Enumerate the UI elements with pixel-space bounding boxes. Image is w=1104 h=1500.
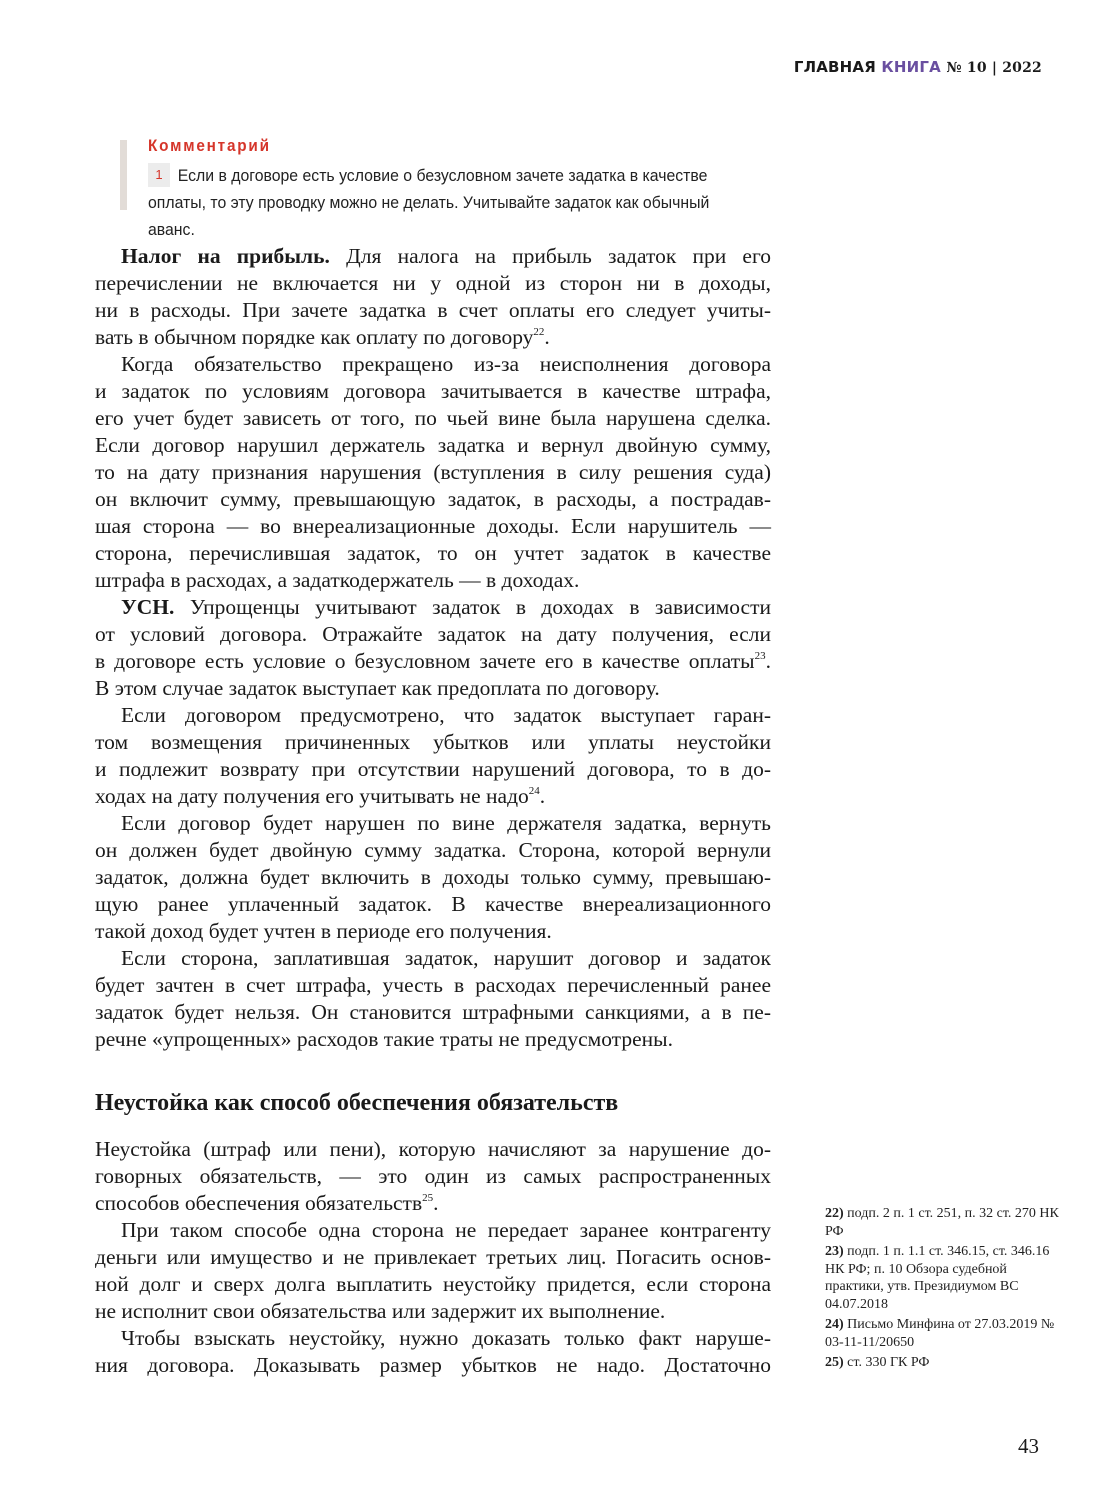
text-line <box>95 378 771 405</box>
text: способов обеспечения обязательств <box>95 1191 423 1215</box>
header-title-accent: КНИГА <box>881 58 941 76</box>
text: перечислении не включается ни у одной из сторон ни в доходы, <box>95 271 771 295</box>
text-line <box>95 594 771 621</box>
text-line <box>95 837 771 864</box>
body-section-1 <box>95 243 771 1053</box>
text-line <box>95 864 771 891</box>
text: том возмещения причиненных убытков или уплаты неустойки <box>95 730 771 754</box>
text: ни в расходы. При зачете задатка в счет оплаты его следует учиты- <box>95 298 771 322</box>
text-line <box>95 1026 771 1053</box>
text-line <box>95 324 771 351</box>
text: вать в обычном порядке как оплату по договору <box>95 325 534 349</box>
text: . <box>765 649 771 673</box>
text: Если сторона, заплатившая задаток, нарушит договор и задаток <box>121 946 771 970</box>
comment-text: Если в договоре есть условие о безусловном зачете задатка в качестве оплаты, то эту проводку можно не делать. Учитывайте задаток как обычный аванс. <box>148 166 710 239</box>
text: штрафа в расходах, а задаткодержатель — в доходах. <box>95 568 580 592</box>
text: от условий договора. Отражайте задаток на дату получения, если <box>95 622 771 646</box>
comment-number: 1 <box>148 163 170 187</box>
text-line <box>95 567 771 594</box>
text: ния договора. Доказывать размер убытков не надо. Достаточно <box>95 1353 771 1377</box>
text: не исполнит свои обязательства или задержит их выполнение. <box>95 1299 666 1323</box>
text-line <box>95 432 771 459</box>
text: ходах на дату получения его учитывать не надо <box>95 784 529 808</box>
footnote-ref: 23 <box>754 650 766 662</box>
header-title: ГЛАВНАЯ <box>793 58 876 76</box>
text: Упрощенцы учитывают задаток в доходах в зависимости <box>174 595 771 619</box>
text: В этом случае задаток выступает как предоплата по договору. <box>95 676 660 700</box>
text-line <box>95 270 771 297</box>
lead-in: Налог на прибыль. <box>121 244 330 268</box>
text: такой доход будет учтен в периоде его получения. <box>95 919 552 943</box>
footnote-ref: 25 <box>422 1192 434 1204</box>
magazine-header <box>794 58 1042 76</box>
text-line <box>95 1136 771 1163</box>
header-issue: № 10 | 2022 <box>946 60 1042 76</box>
text-line <box>95 297 771 324</box>
footnote-text: подп. 2 п. 1 ст. 251, п. 32 ст. 270 НК РФ <box>825 1206 1059 1239</box>
text-line <box>95 1244 771 1271</box>
text: . <box>539 784 546 808</box>
text: сторона, перечислившая задаток, то он учтет задаток в качестве <box>95 541 771 565</box>
text: говорных обязательств, — это один из самых распространенных <box>95 1164 771 1188</box>
text-line <box>95 783 771 810</box>
text: Если договором предусмотрено, что задаток выступает гаран- <box>121 703 771 727</box>
lead-in: УСН. <box>121 595 175 619</box>
text-line <box>95 1163 771 1190</box>
section-heading: Неустойка как способ обеспечения обязательств <box>95 1090 619 1116</box>
text: При таком способе одна сторона не передает заранее контрагенту <box>121 1218 771 1242</box>
text-line <box>95 405 771 432</box>
text: он включит сумму, превышающую задаток, в расходы, а пострадав- <box>95 487 771 511</box>
text-line <box>95 1298 771 1325</box>
footnote <box>825 1354 1065 1372</box>
text: и подлежит возврату при отсутствии нарушений договора, то в до- <box>95 757 771 781</box>
text-line <box>95 729 771 756</box>
footnote <box>825 1243 1065 1313</box>
text-line <box>95 540 771 567</box>
text: он должен будет двойную сумму задатка. Сторона, которой вернули <box>95 838 771 862</box>
text: щую ранее уплаченный задаток. В качестве внереализационного <box>95 892 771 916</box>
footnotes <box>825 1205 1065 1375</box>
text: шая сторона — во внереализационные доходы. Если нарушитель — <box>95 514 771 538</box>
text-line <box>95 891 771 918</box>
text-line <box>95 1190 771 1217</box>
text-line <box>95 1325 771 1352</box>
text: речне «упрощенных» расходов такие траты не предусмотрены. <box>95 1027 673 1051</box>
text: его учет будет зависеть от того, по чьей вине была нарушена сделка. <box>95 406 771 430</box>
text: в договоре есть условие о безусловном зачете его в качестве оплаты <box>95 649 755 673</box>
comment-title: Комментарий <box>148 136 271 155</box>
footnote <box>825 1316 1065 1351</box>
text-line <box>95 459 771 486</box>
text-line <box>95 1352 771 1379</box>
text: задаток, должна будет включить в доходы только сумму, превышаю- <box>95 865 771 889</box>
text: Когда обязательство прекращено из-за неисполнения договора <box>121 352 771 376</box>
body-section-2 <box>95 1136 771 1379</box>
text: Неустойка (штраф или пени), которую начисляют за нарушение до- <box>95 1137 771 1161</box>
footnote <box>825 1205 1065 1240</box>
text: деньги или имущество и не привлекает третьих лиц. Погасить основ- <box>95 1245 771 1269</box>
footnote-ref: 22 <box>533 326 545 338</box>
footnote-number: 25) <box>825 1355 844 1370</box>
text: . <box>544 325 550 349</box>
footnote-number: 23) <box>825 1244 844 1259</box>
text: задаток будет нельзя. Он становится штрафными санкциями, а в пе- <box>95 1000 771 1024</box>
text-line <box>95 972 771 999</box>
text: Чтобы взыскать неустойку, нужно доказать только факт наруше- <box>121 1326 771 1350</box>
text-line <box>95 1271 771 1298</box>
text-line <box>95 999 771 1026</box>
footnote-text: ст. 330 ГК РФ <box>847 1355 930 1370</box>
text-line <box>95 1217 771 1244</box>
text: . <box>433 1191 439 1215</box>
text: то на дату признания нарушения (вступления в силу решения суда) <box>95 460 771 484</box>
footnote-ref: 24 <box>528 785 540 797</box>
text-line <box>95 945 771 972</box>
footnote-text: подп. 1 п. 1.1 ст. 346.15, ст. 346.16 НК РФ; п. 10 Обзора судебной практики, утв. Президиумом ВС 04.07.2018 <box>825 1244 1050 1312</box>
footnote-text: Письмо Минфина от 27.03.2019 № 03-11-11/20650 <box>825 1317 1055 1350</box>
footnote-number: 22) <box>825 1206 844 1221</box>
text-line <box>95 486 771 513</box>
text-line <box>95 648 771 675</box>
text-line <box>95 918 771 945</box>
text: Для налога на прибыль задаток при его <box>329 244 772 268</box>
text: и задаток по условиям договора зачитывается в качестве штрафа, <box>95 379 771 403</box>
text: Если договор будет нарушен по вине держателя задатка, вернуть <box>121 811 771 835</box>
text-line <box>95 621 771 648</box>
text: Если договор нарушил держатель задатка и вернул двойную сумму, <box>95 433 771 457</box>
text: будет зачтен в счет штрафа, учесть в расходах перечисленный ранее <box>95 973 771 997</box>
footnote-number: 24) <box>825 1317 844 1332</box>
text: ной долг и сверх долга выплатить неустойку придется, если сторона <box>95 1272 771 1296</box>
page-number: 43 <box>1018 1434 1039 1458</box>
text-line <box>95 351 771 378</box>
text-line <box>95 756 771 783</box>
text-line <box>95 675 771 702</box>
text-line <box>95 243 771 270</box>
text-line <box>95 513 771 540</box>
comment-bar <box>120 140 127 210</box>
text-line <box>95 810 771 837</box>
text-line <box>95 702 771 729</box>
